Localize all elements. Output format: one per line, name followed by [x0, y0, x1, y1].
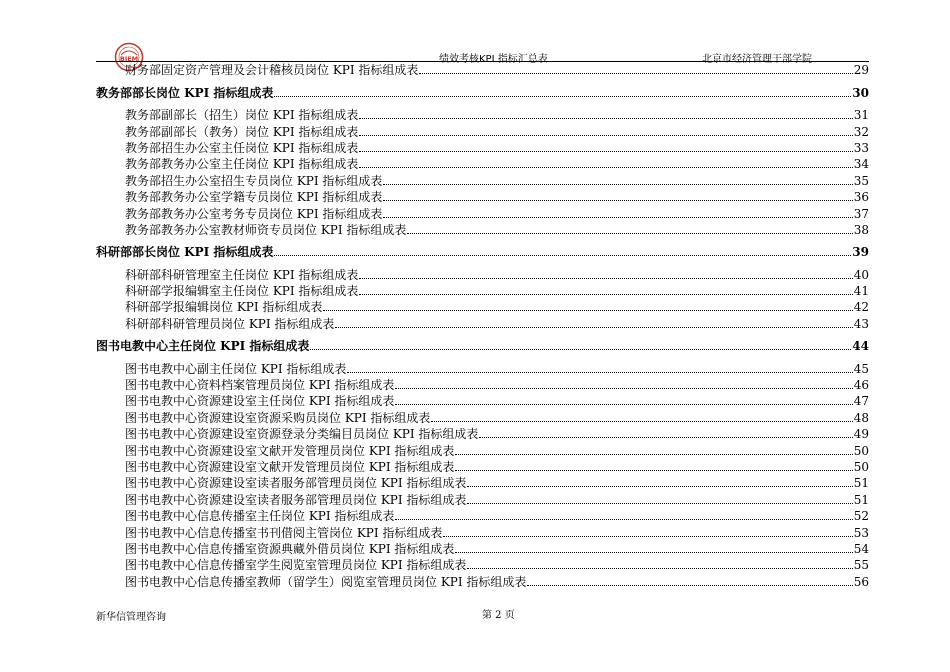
toc-entry-page: 51 [853, 476, 869, 491]
toc-leader-dots [274, 255, 851, 256]
toc-leader-dots [383, 217, 852, 218]
toc-entry-title: 教务部教务办公室考务专员岗位 KPI 指标组成表 [125, 206, 383, 221]
toc-leader-dots [383, 200, 852, 201]
header-institution: 北京市经济管理干部学院 [702, 54, 812, 65]
toc-entry-page: 31 [853, 108, 869, 123]
toc-entry[interactable] [96, 189, 869, 205]
header-title: 绩效考核KPI 指标汇总表 [439, 54, 548, 65]
toc-entry-title: 图书电教中心资源建设室读者服务部管理员岗位 KPI 指标组成表 [125, 492, 467, 507]
toc-leader-dots [359, 135, 852, 136]
toc-entry-page: 47 [853, 394, 869, 409]
toc-leader-dots [395, 519, 852, 520]
toc-entry-title: 教务部副部长（教务）岗位 KPI 指标组成表 [125, 124, 359, 139]
toc-leader-dots [467, 568, 852, 569]
toc-leader-dots [359, 278, 852, 279]
table-of-contents [96, 62, 869, 590]
toc-entry[interactable] [96, 524, 869, 540]
toc-entry-title: 图书电教中心资源建设室读者服务部管理员岗位 KPI 指标组成表 [125, 476, 467, 491]
toc-entry[interactable] [96, 573, 869, 589]
toc-entry[interactable] [96, 156, 869, 172]
toc-entry-page: 29 [853, 63, 869, 78]
toc-entry-title: 教务部招生办公室招生专员岗位 KPI 指标组成表 [125, 173, 383, 188]
toc-entry-title: 财务部固定资产管理及会计稽核员岗位 KPI 指标组成表 [125, 63, 419, 78]
toc-entry-title: 图书电教中心资源建设室文献开发管理员岗位 KPI 指标组成表 [125, 459, 455, 474]
toc-leader-dots [335, 327, 852, 328]
toc-leader-dots [347, 372, 852, 373]
toc-leader-dots [431, 421, 852, 422]
toc-entry-page: 40 [853, 267, 869, 282]
toc-entry-page: 54 [853, 541, 869, 556]
toc-entry-page: 33 [853, 140, 869, 155]
toc-entry[interactable] [96, 266, 869, 282]
toc-entry-page: 32 [853, 124, 869, 139]
toc-entry-title: 教务部部长岗位 KPI 指标组成表 [96, 85, 274, 100]
toc-entry-page: 30 [852, 85, 869, 100]
toc-entry[interactable] [96, 541, 869, 557]
toc-entry[interactable] [96, 360, 869, 376]
toc-leader-dots [527, 585, 852, 586]
toc-entry-page: 50 [853, 443, 869, 458]
toc-leader-dots [323, 310, 852, 311]
toc-entry-page: 37 [853, 206, 869, 221]
toc-leader-dots [310, 349, 851, 350]
toc-entry-title: 教务部招生办公室主任岗位 KPI 指标组成表 [125, 140, 359, 155]
toc-entry-title: 教务部副部长（招生）岗位 KPI 指标组成表 [125, 108, 359, 123]
toc-leader-dots [455, 470, 852, 471]
toc-entry-page: 48 [853, 410, 869, 425]
toc-entry-title: 图书电教中心信息传播室资源典藏外借员岗位 KPI 指标组成表 [125, 541, 455, 556]
toc-entry[interactable] [96, 426, 869, 442]
footer-company: 新华信管理咨询 [96, 612, 166, 623]
toc-entry[interactable] [96, 459, 869, 475]
toc-entry-page: 41 [853, 284, 869, 299]
toc-entry-page: 56 [853, 574, 869, 589]
toc-leader-dots [359, 167, 852, 168]
toc-entry-page: 53 [853, 525, 869, 540]
toc-entry-title: 科研部科研管理员岗位 KPI 指标组成表 [125, 316, 335, 331]
toc-leader-dots [359, 294, 852, 295]
toc-entry[interactable] [96, 557, 869, 573]
toc-entry-page: 42 [853, 300, 869, 315]
toc-entry-page: 49 [853, 427, 869, 442]
toc-leader-dots [395, 388, 852, 389]
toc-entry-title: 科研部科研管理室主任岗位 KPI 指标组成表 [125, 267, 359, 282]
toc-entry[interactable] [96, 205, 869, 221]
toc-entry[interactable] [96, 393, 869, 409]
toc-entry-title: 图书电教中心主任岗位 KPI 指标组成表 [96, 339, 310, 354]
toc-entry-title: 图书电教中心资料档案管理员岗位 KPI 指标组成表 [125, 378, 395, 393]
toc-leader-dots [467, 486, 852, 487]
toc-entry-page: 51 [853, 492, 869, 507]
toc-entry[interactable] [96, 123, 869, 139]
toc-leader-dots [274, 96, 851, 97]
toc-entry-title: 教务部教务办公室学籍专员岗位 KPI 指标组成表 [125, 190, 383, 205]
toc-entry-title: 图书电教中心资源建设室主任岗位 KPI 指标组成表 [125, 394, 395, 409]
toc-section-entry[interactable] [96, 244, 869, 260]
page-number: 第 2 页 [482, 610, 515, 621]
toc-entry-title: 图书电教中心资源建设室文献开发管理员岗位 KPI 指标组成表 [125, 443, 455, 458]
toc-leader-dots [443, 536, 852, 537]
toc-entry-page: 52 [853, 509, 869, 524]
toc-leader-dots [467, 503, 852, 504]
toc-leader-dots [455, 552, 852, 553]
toc-entry[interactable] [96, 62, 869, 78]
toc-entry-page: 50 [853, 459, 869, 474]
toc-entry[interactable] [96, 172, 869, 188]
toc-entry-page: 38 [853, 222, 869, 237]
toc-entry-title: 图书电教中心资源建设室资源采购员岗位 KPI 指标组成表 [125, 410, 431, 425]
toc-entry[interactable] [96, 107, 869, 123]
page-header [96, 34, 871, 65]
toc-entry-title: 图书电教中心信息传播室书刊借阅主管岗位 KPI 指标组成表 [125, 525, 443, 540]
toc-leader-dots [395, 404, 852, 405]
toc-entry-page: 46 [853, 378, 869, 393]
toc-entry-title: 教务部教务办公室教材师资专员岗位 KPI 指标组成表 [125, 222, 407, 237]
logo-text: BIEM [119, 55, 139, 63]
toc-entry-title: 科研部部长岗位 KPI 指标组成表 [96, 245, 274, 260]
toc-leader-dots [383, 184, 852, 185]
toc-entry[interactable] [96, 475, 869, 491]
toc-entry-page: 45 [853, 361, 869, 376]
toc-entry-page: 55 [853, 558, 869, 573]
toc-entry[interactable] [96, 491, 869, 507]
toc-entry[interactable] [96, 377, 869, 393]
toc-entry-page: 35 [853, 173, 869, 188]
toc-entry-title: 图书电教中心信息传播室学生阅览室管理员岗位 KPI 指标组成表 [125, 558, 467, 573]
toc-entry-title: 图书电教中心信息传播室主任岗位 KPI 指标组成表 [125, 509, 395, 524]
toc-entry-page: 44 [852, 339, 869, 354]
toc-entry-title: 图书电教中心副主任岗位 KPI 指标组成表 [125, 361, 347, 376]
toc-entry[interactable] [96, 222, 869, 238]
toc-leader-dots [407, 233, 852, 234]
toc-entry[interactable] [96, 442, 869, 458]
toc-entry[interactable] [96, 283, 869, 299]
toc-section-entry[interactable] [96, 338, 869, 354]
toc-entry[interactable] [96, 315, 869, 331]
toc-leader-dots [455, 454, 852, 455]
toc-entry[interactable] [96, 409, 869, 425]
toc-entry-title: 科研部学报编辑室主任岗位 KPI 指标组成表 [125, 284, 359, 299]
toc-entry-title: 图书电教中心资源建设室资源登录分类编目员岗位 KPI 指标组成表 [125, 427, 479, 442]
toc-leader-dots [479, 437, 852, 438]
toc-leader-dots [359, 151, 852, 152]
toc-entry-title: 科研部学报编辑岗位 KPI 指标组成表 [125, 300, 323, 315]
toc-entry[interactable] [96, 299, 869, 315]
toc-entry[interactable] [96, 508, 869, 524]
toc-leader-dots [359, 118, 852, 119]
toc-entry-title: 教务部教务办公室主任岗位 KPI 指标组成表 [125, 157, 359, 172]
toc-entry-page: 34 [853, 157, 869, 172]
toc-section-entry[interactable] [96, 84, 869, 100]
toc-entry-title: 图书电教中心信息传播室教师（留学生）阅览室管理员岗位 KPI 指标组成表 [125, 574, 527, 589]
toc-entry-page: 36 [853, 190, 869, 205]
toc-entry[interactable] [96, 140, 869, 156]
toc-entry-page: 43 [853, 316, 869, 331]
toc-leader-dots [419, 73, 852, 74]
toc-entry-page: 39 [852, 245, 869, 260]
